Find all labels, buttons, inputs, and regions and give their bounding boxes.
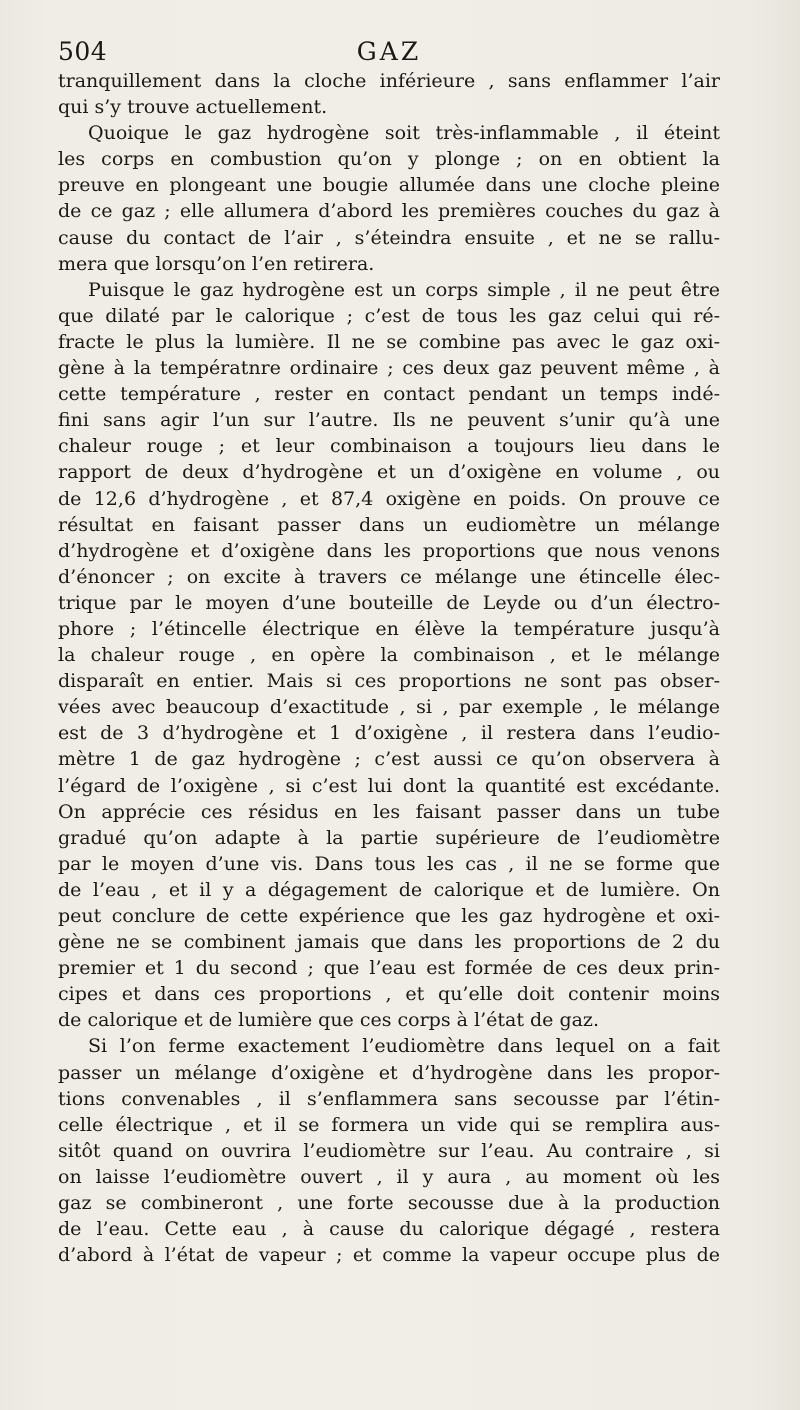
- text-line: de calorique et de lumière que ces corps à l’état de gaz.: [58, 1009, 599, 1032]
- page-number: 504: [58, 37, 108, 66]
- text-line: la chaleur rouge , en opère la combinaison , et le mélange: [58, 644, 720, 667]
- text-line: mera que lorsqu’on l’en retirera.: [58, 252, 375, 275]
- text-line: Si l’on ferme exactement l’eudiomètre dans lequel on a fait: [88, 1035, 720, 1058]
- paragraph: [58, 120, 720, 277]
- paragraph: [58, 68, 720, 120]
- text-line: résultat en faisant passer dans un eudiomètre un mélange: [58, 513, 720, 536]
- text-line: est de 3 d’hydrogène et 1 d’oxigène , il restera dans l’eudio-: [58, 722, 720, 745]
- text-line: que dilaté par le calorique ; c’est de tous les gaz celui qui ré-: [58, 304, 720, 327]
- text-line: On apprécie ces résidus en les faisant passer dans un tube: [58, 800, 720, 823]
- text-line: chaleur rouge ; et leur combinaison a toujours lieu dans le: [58, 435, 720, 458]
- text-line: Puisque le gaz hydrogène est un corps simple , il ne peut être: [88, 278, 720, 301]
- text-line: cause du contact de l’air , s’éteindra ensuite , et ne se rallu-: [58, 226, 720, 249]
- text-line: mètre 1 de gaz hydrogène ; c’est aussi ce qu’on observera à: [58, 748, 720, 771]
- paragraph: [58, 277, 720, 1034]
- text-line: premier et 1 du second ; que l’eau est formée de ces deux prin-: [58, 957, 720, 980]
- text-line: Quoique le gaz hydrogène soit très-inflammable , il éteint: [88, 122, 720, 145]
- text-line: sitôt quand on ouvrira l’eudiomètre sur l’eau. Au contraire , si: [58, 1139, 720, 1162]
- text-line: rapport de deux d’hydrogène et un d’oxigène en volume , ou: [58, 461, 720, 484]
- text-line: l’égard de l’oxigène , si c’est lui dont la quantité est excédante.: [58, 774, 720, 797]
- text-line: passer un mélange d’oxigène et d’hydrogène dans les propor-: [58, 1061, 720, 1084]
- text-line: de l’eau , et il y a dégagement de calorique et de lumière. On: [58, 878, 720, 901]
- page-body: [58, 68, 720, 1268]
- text-line: on laisse l’eudiomètre ouvert , il y aura , au moment où les: [58, 1165, 720, 1188]
- text-line: gène ne se combinent jamais que dans les proportions de 2 du: [58, 931, 720, 954]
- text-line: d’énoncer ; on excite à travers ce mélange une étincelle élec-: [58, 565, 720, 588]
- text-line: trique par le moyen d’une bouteille de Leyde ou d’un électro-: [58, 591, 720, 614]
- text-line: gène à la températnre ordinaire ; ces deux gaz peuvent même , à: [58, 357, 720, 380]
- text-line: par le moyen d’une vis. Dans tous les cas , il ne se forme que: [58, 852, 720, 875]
- paragraph: [58, 1033, 720, 1268]
- text-line: de 12,6 d’hydrogène , et 87,4 oxigène en poids. On prouve ce: [58, 487, 720, 510]
- text-line: cette température , rester en contact pendant un temps indé-: [58, 383, 720, 406]
- text-line: tranquillement dans la cloche inférieure , sans enflammer l’air: [58, 70, 720, 92]
- running-head: GAZ: [356, 37, 422, 66]
- text-line: peut conclure de cette expérience que les gaz hydrogène et oxi-: [58, 905, 720, 927]
- text-line: d’abord à l’état de vapeur ; et comme la vapeur occupe plus de: [58, 1244, 720, 1267]
- text-line: les corps en combustion qu’on y plonge ; on en obtient la: [58, 148, 720, 171]
- text-line: d’hydrogène et d’oxigène dans les proportions que nous venons: [58, 539, 720, 562]
- text-line: disparaît en entier. Mais si ces proportions ne sont pas obser-: [58, 670, 720, 693]
- text-line: phore ; l’étincelle électrique en élève la température jusqu’à: [58, 617, 720, 640]
- text-line: gradué qu’on adapte à la partie supérieure de l’eudiomètre: [58, 826, 720, 849]
- text-line: de l’eau. Cette eau , à cause du calorique dégagé , restera: [58, 1218, 720, 1241]
- text-line: celle électrique , et il se formera un vide qui se remplira aus-: [58, 1113, 720, 1136]
- text-line: vées avec beaucoup d’exactitude , si , par exemple , le mélange: [58, 696, 720, 719]
- text-line: fini sans agir l’un sur l’autre. Ils ne peuvent s’unir qu’à une: [58, 409, 720, 432]
- text-line: gaz se combineront , une forte secousse due à la production: [58, 1192, 720, 1215]
- text-line: fracte le plus la lumière. Il ne se combine pas avec le gaz oxi-: [58, 330, 720, 353]
- text-line: qui s’y trouve actuellement.: [58, 96, 328, 119]
- text-line: cipes et dans ces proportions , et qu’elle doit contenir moins: [58, 983, 720, 1006]
- text-line: preuve en plongeant une bougie allumée dans une cloche pleine: [58, 174, 720, 197]
- text-line: tions convenables , il s’enflammera sans secousse par l’étin-: [58, 1087, 720, 1110]
- text-line: de ce gaz ; elle allumera d’abord les premières couches du gaz à: [58, 200, 720, 223]
